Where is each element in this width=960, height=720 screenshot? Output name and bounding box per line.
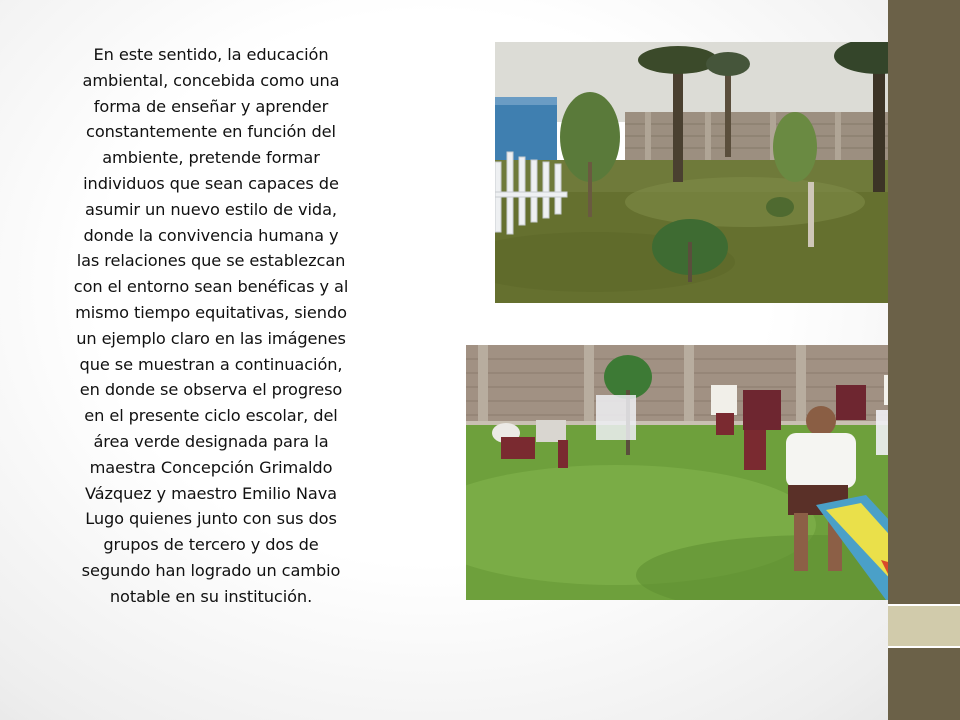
- sidebar-divider-bottom: [888, 646, 960, 648]
- students-photo: [466, 345, 940, 600]
- garden-photo: [495, 42, 910, 303]
- sidebar-divider-top: [888, 604, 960, 606]
- decorative-sidebar-accent: [888, 605, 960, 647]
- decorative-sidebar-bottom: [888, 647, 960, 720]
- slide-body-text: En este sentido, la educación ambiental, concebida como una forma de enseñar y aprender constantemente en función del ambiente, pretende formar individuos que sean capaces de asumir un nuevo estilo de vida, donde la convivencia humana y las relaciones que se establezcan con el entorno sean benéficas y al mismo tiempo equitativas, siendo un ejemplo claro en las imágenes que se muestran a continuación, en donde se observa el progreso en el presente ciclo escolar, del área verde designada para la maestra Concepción Grimaldo Vázquez y maestro Emilio Nava Lugo quienes junto con sus dos grupos de tercero y dos de segundo han logrado un cambio notable en su institución.: [73, 45, 349, 606]
- decorative-sidebar-top: [888, 0, 960, 605]
